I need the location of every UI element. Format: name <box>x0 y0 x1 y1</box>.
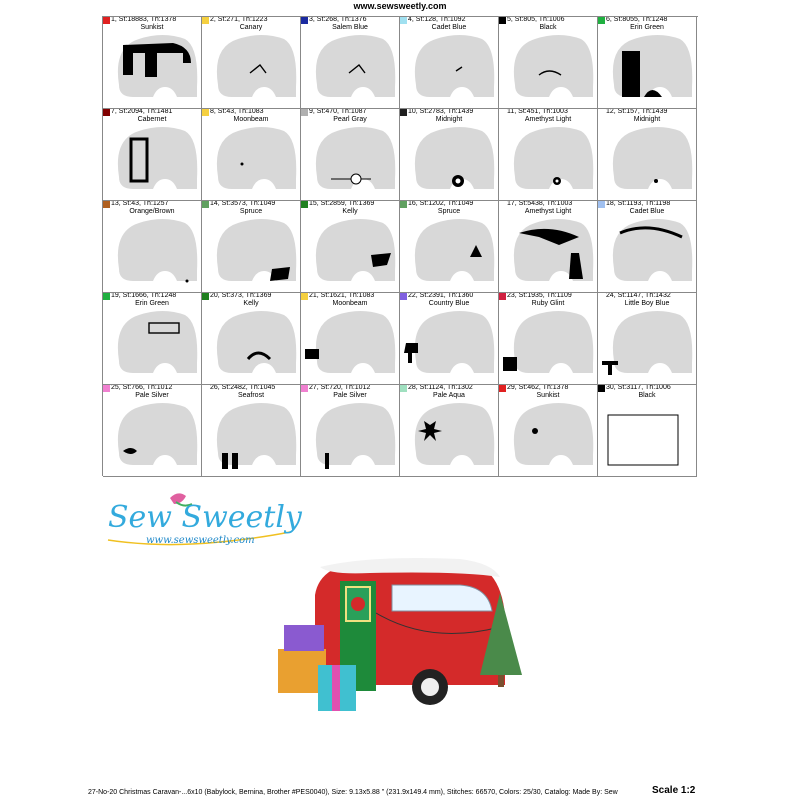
color-thread-name: Erin Green <box>630 24 664 31</box>
color-cell-26 <box>202 385 301 477</box>
color-swatch <box>400 385 407 392</box>
color-thread-name: Cabernet <box>137 116 167 123</box>
color-cell-30 <box>598 385 697 477</box>
color-cell-19 <box>103 293 202 385</box>
color-stitch-info: 15, St:2859, Th:1369 <box>309 201 375 207</box>
color-thread-name: Spruce <box>239 208 263 215</box>
color-stitch-info: 1, St:18883, Th:1378 <box>111 17 177 23</box>
color-thread-name: Pale Aqua <box>433 392 465 399</box>
color-thread-name: Cadet Blue <box>629 208 665 215</box>
color-swatch <box>301 109 308 116</box>
color-stitch-info: 17, St:5438, Th:1003 <box>507 201 573 207</box>
color-sequence-grid <box>102 16 698 476</box>
color-thread-name: Moonbeam <box>233 116 269 123</box>
color-stitch-info: 21, St:1621, Th:1083 <box>309 293 375 299</box>
color-thread-name: Black <box>539 24 557 31</box>
color-swatch <box>103 109 110 116</box>
color-thread-name: Pale Silver <box>333 392 367 399</box>
color-cell-24 <box>598 293 697 385</box>
color-stitch-info: 23, St:1935, Th:1109 <box>507 293 572 299</box>
color-cell-3 <box>301 17 400 109</box>
color-swatch <box>103 201 110 208</box>
color-thread-name: Sunkist <box>536 392 560 399</box>
color-swatch <box>103 385 110 392</box>
color-swatch <box>103 17 110 24</box>
color-cell-7 <box>103 109 202 201</box>
christmas-caravan-design <box>260 555 540 715</box>
color-thread-name: Pale Silver <box>135 392 169 399</box>
color-thread-name: Spruce <box>437 208 461 215</box>
color-stitch-info: 29, St:462, Th:1378 <box>507 385 569 391</box>
color-stitch-info: 20, St:373, Th:1369 <box>210 293 272 299</box>
color-swatch <box>400 109 407 116</box>
color-thread-name: Seafrost <box>237 392 265 399</box>
color-swatch <box>202 201 209 208</box>
color-cell-29 <box>499 385 598 477</box>
color-swatch <box>499 109 506 116</box>
color-cell-11 <box>499 109 598 201</box>
color-swatch <box>202 17 209 24</box>
color-swatch <box>499 385 506 392</box>
color-stitch-info: 14, St:3573, Th:1049 <box>210 201 276 207</box>
color-cell-12 <box>598 109 697 201</box>
color-stitch-info: 8, St:43, Th:1083 <box>210 109 264 115</box>
color-thread-name: Salem Blue <box>332 24 368 31</box>
color-thread-name: Ruby Glint <box>531 300 565 307</box>
color-stitch-info: 10, St:2783, Th:1439 <box>408 109 474 115</box>
color-stitch-info: 11, St:451, Th:1003 <box>507 109 568 115</box>
color-cell-2 <box>202 17 301 109</box>
color-swatch <box>301 385 308 392</box>
color-thread-name: Kelly <box>243 300 259 307</box>
color-cell-6 <box>598 17 697 109</box>
color-thread-name: Black <box>638 392 656 399</box>
color-thread-name: Amethyst Light <box>524 116 572 123</box>
color-cell-17 <box>499 201 598 293</box>
color-swatch <box>202 385 209 392</box>
color-cell-23 <box>499 293 598 385</box>
color-swatch <box>598 293 605 300</box>
color-thread-name: Amethyst Light <box>524 208 572 215</box>
color-stitch-info: 24, St:1147, Th:1432 <box>606 293 671 299</box>
color-cell-20 <box>202 293 301 385</box>
color-stitch-info: 26, St:2482, Th:1045 <box>210 385 276 391</box>
color-thread-name: Orange/Brown <box>129 208 175 215</box>
color-swatch <box>301 293 308 300</box>
color-cell-21 <box>301 293 400 385</box>
color-stitch-info: 22, St:2391, Th:1360 <box>408 293 474 299</box>
color-cell-15 <box>301 201 400 293</box>
logo-text: Sew Sweetly <box>108 500 302 535</box>
color-stitch-info: 13, St:43, Th:1257 <box>111 201 169 207</box>
color-stitch-info: 2, St:271, Th:1223 <box>210 17 268 23</box>
site-url[interactable]: www.sewsweetly.com <box>353 1 447 11</box>
color-swatch <box>202 109 209 116</box>
color-swatch <box>103 293 110 300</box>
color-stitch-info: 3, St:268, Th:1376 <box>309 17 367 23</box>
color-stitch-info: 30, St:3117, Th:1006 <box>606 385 671 391</box>
color-swatch <box>202 293 209 300</box>
scale-label: Scale 1:2 <box>652 785 696 796</box>
color-thread-name: Kelly <box>342 208 358 215</box>
color-swatch <box>598 17 605 24</box>
color-thread-name: Moonbeam <box>332 300 368 307</box>
color-thread-name: Cadet Blue <box>431 24 467 31</box>
color-cell-5 <box>499 17 598 109</box>
color-cell-10 <box>400 109 499 201</box>
color-swatch <box>598 201 605 208</box>
color-cell-8 <box>202 109 301 201</box>
color-cell-9 <box>301 109 400 201</box>
color-cell-4 <box>400 17 499 109</box>
color-swatch <box>499 201 506 208</box>
color-swatch <box>400 17 407 24</box>
color-swatch <box>301 17 308 24</box>
color-thread-name: Sunkist <box>140 24 164 31</box>
color-swatch <box>598 109 605 116</box>
color-stitch-info: 19, St:1666, Th:1248 <box>111 293 177 299</box>
color-thread-name: Country Blue <box>428 300 470 307</box>
color-stitch-info: 28, St:1124, Th:1302 <box>408 385 473 391</box>
color-swatch <box>400 293 407 300</box>
color-cell-18 <box>598 201 697 293</box>
color-swatch <box>598 385 605 392</box>
color-cell-16 <box>400 201 499 293</box>
color-cell-22 <box>400 293 499 385</box>
color-cell-13 <box>103 201 202 293</box>
color-cell-14 <box>202 201 301 293</box>
color-swatch <box>400 201 407 208</box>
color-cell-25 <box>103 385 202 477</box>
color-cell-1 <box>103 17 202 109</box>
footer-info: 27-No-20 Christmas Caravan-...6x10 (Babylock, Bernina, Brother #PES0040), Size: 9.13x5.88 " (231.9x149.4 mm), Stitches: 66570, Colors: 25/30, Catalog: Made By: Sew <box>88 789 618 796</box>
color-stitch-info: 27, St:720, Th:1012 <box>309 385 371 391</box>
color-swatch <box>301 201 308 208</box>
logo-subtext: www.sewsweetly.com <box>146 535 255 546</box>
color-thread-name: Canary <box>239 24 263 31</box>
color-cell-27 <box>301 385 400 477</box>
color-thread-name: Midnight <box>435 116 463 123</box>
color-cell-28 <box>400 385 499 477</box>
color-thread-name: Midnight <box>633 116 661 123</box>
color-thread-name: Little Boy Blue <box>624 300 670 307</box>
color-thread-name: Pearl Gray <box>333 116 367 123</box>
color-swatch <box>499 17 506 24</box>
color-stitch-info: 7, St:2094, Th:1481 <box>111 109 173 115</box>
color-stitch-info: 9, St:470, Th:1087 <box>309 109 367 115</box>
color-stitch-info: 25, St:766, Th:1012 <box>111 385 173 391</box>
color-stitch-info: 6, St:8055, Th:1248 <box>606 17 668 23</box>
color-stitch-info: 5, St:805, Th:1006 <box>507 17 565 23</box>
color-stitch-info: 4, St:128, Th:1092 <box>408 17 466 23</box>
color-thread-name: Erin Green <box>135 300 169 307</box>
color-stitch-info: 16, St:1202, Th:1049 <box>408 201 474 207</box>
color-swatch <box>499 293 506 300</box>
color-stitch-info: 12, St:157, Th:1439 <box>606 109 668 115</box>
color-stitch-info: 18, St:1193, Th:1198 <box>606 201 671 207</box>
